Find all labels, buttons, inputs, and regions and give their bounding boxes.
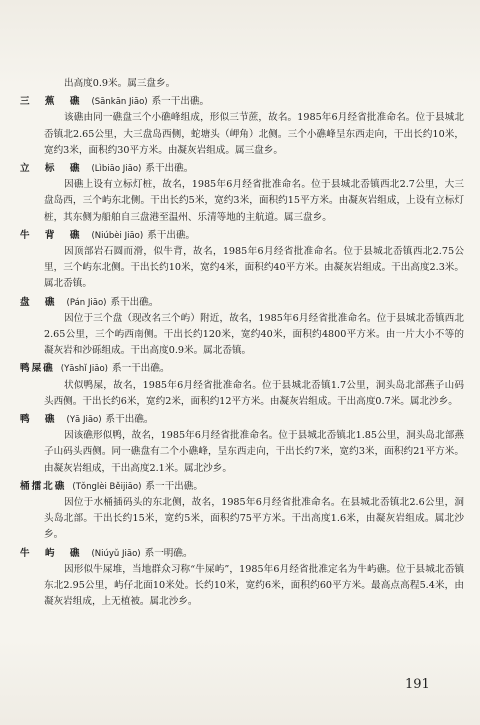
entry-body: 状似鸭屎，故名，1985年6月经省批准命名。位于县城北岙镇1.7公里，洞头岛北部燕子山码头西侧。干出长约6米，宽约2米，面积约12平方米。由凝灰岩组成。干出高度0.7米。属北沙乡。 [44, 379, 464, 407]
entry-body: 因位于水桶插码头的东北侧，故名，1985年6月经省批准命名。在县城北岙镇北2.6公里，洞头岛北部。干出长约15米，宽约5米，面积约75平方米。干出高度1.6米，由凝灰岩组成。属北沙乡。 [44, 497, 464, 541]
entry-pinyin: (Lìbiāo Jiāo) [91, 164, 142, 175]
page-content [20, 76, 464, 611]
entry-name: 鸭屎礁 [20, 363, 55, 375]
reef-entry [20, 295, 464, 360]
reef-entry [20, 361, 464, 410]
entry-pinyin: (Yāshǐ Jiāo) [60, 364, 108, 375]
reef-entry [20, 228, 464, 293]
continued-line: 出高度0.9米。属三盘乡。 [64, 78, 176, 89]
entry-name: 立 标 礁 [20, 163, 86, 175]
entry-heading [20, 228, 464, 244]
entry-type: 系干出礁。 [105, 414, 154, 426]
entry-name: 牛 背 礁 [20, 229, 86, 241]
entry-type: 系一干出礁。 [145, 480, 203, 492]
entry-name: 桶擂北礁 [20, 480, 67, 492]
entry-body: 因顶部岩石圆而滑，似牛背，故名，1985年6月经省批准命名。位于县城北岙镇西北2.75公里，三个屿东北侧。干出长约10米，宽约4米，面积约40平方米。由凝灰岩组成。干出高度2.3米。属北岙镇。 [44, 246, 464, 290]
entry-type: 系干出礁。 [145, 163, 194, 175]
entry-pinyin: (Yā Jiāo) [66, 415, 102, 426]
entry-type: 系干出礁。 [147, 229, 196, 241]
entry-name: 牛 屿 礁 [20, 547, 86, 559]
reef-entry [20, 94, 464, 159]
entry-pinyin: (Niúyǔ Jiāo) [91, 548, 141, 559]
bleed-through-text [90, 3, 470, 13]
entry-body: 该礁由同一礁盘三个小礁峰组成，形似三节蔗，故名。1985年6月经省批准命名。位于县城北岙镇北2.65公里，大三盘岛西侧，蛇塘头（岬角）北侧。三个小礁峰呈东西走向，干出长约10米，宽约3米，面积约30平方米。由凝灰岩组成。属三盘乡。 [44, 112, 464, 156]
entry-heading [20, 161, 464, 177]
entry-body: 因该礁形似鸭，故名，1985年6月经省批准命名。位于县城北岙镇北1.85公里，洞头岛北部燕子山码头西侧。同一礁盘有二个小礁峰，呈东西走向，干出长约7米，宽约3米，面积约21平方米。由凝灰岩组成，干出高度2.1米。属北沙乡。 [44, 430, 464, 474]
entry-heading [20, 361, 464, 377]
entry-pinyin: (Sānkān Jiāo) [91, 97, 148, 108]
entry-pinyin: (Pán Jiāo) [66, 297, 107, 308]
reef-entry [20, 161, 464, 226]
reef-entry [20, 546, 464, 611]
entry-heading [20, 546, 464, 562]
entry-body: 因形似牛屎堆，当地群众习称“牛屎屿”，1985年6月经省批准定名为牛屿礁。位于县城北岙镇东北2.95公里，屿仔北面10米处。长约10米，宽约6米，面积约60平方米。最高点高程5.4米，由凝灰岩组成，上无植被。属北沙乡。 [44, 563, 464, 608]
entry-name: 盘 礁 [20, 296, 61, 308]
entry-pinyin: (Tǒnglèi Běijiāo) [72, 481, 142, 492]
reef-entry [20, 479, 464, 544]
page-number: 191 [405, 677, 430, 692]
entry-name: 鸭 礁 [20, 414, 61, 426]
entry-body: 因位于三个盘（现改名三个屿）附近，故名，1985年6月经省批准命名。位于县城北岙镇西北2.65公里，三个屿西南侧。干出长约120米，宽约40米，面积约4800平方米。由一片大小不等的凝灰岩和沙砾组成。干出高度0.9米。属北岙镇。 [44, 312, 464, 357]
entry-list [20, 94, 464, 610]
entry-name: 三 蕉 礁 [20, 96, 86, 108]
entry-type: 系一干出礁。 [151, 96, 210, 108]
entry-pinyin: (Niúbèi Jiāo) [91, 230, 144, 241]
entry-heading [20, 412, 464, 428]
entry-type: 系一明礁。 [144, 547, 193, 559]
entry-type: 系干出礁。 [110, 296, 159, 308]
entry-body: 因礁上设有立标灯桩，故名，1985年6月经省批准命名。位于县城北岙镇西北2.7公里，大三盘岛西，三个屿东北侧。干出长约5米，宽约3米，面积约15平方米。由凝灰岩组成，上设有立标灯桩，其东侧为船舶自三盘港至温州、乐清等地的主航道。属三盘乡。 [44, 179, 464, 223]
entry-heading [20, 295, 464, 311]
entry-heading [20, 94, 464, 110]
entry-heading [20, 479, 464, 495]
entry-type: 系一干出礁。 [111, 363, 170, 375]
reef-entry [20, 412, 464, 477]
